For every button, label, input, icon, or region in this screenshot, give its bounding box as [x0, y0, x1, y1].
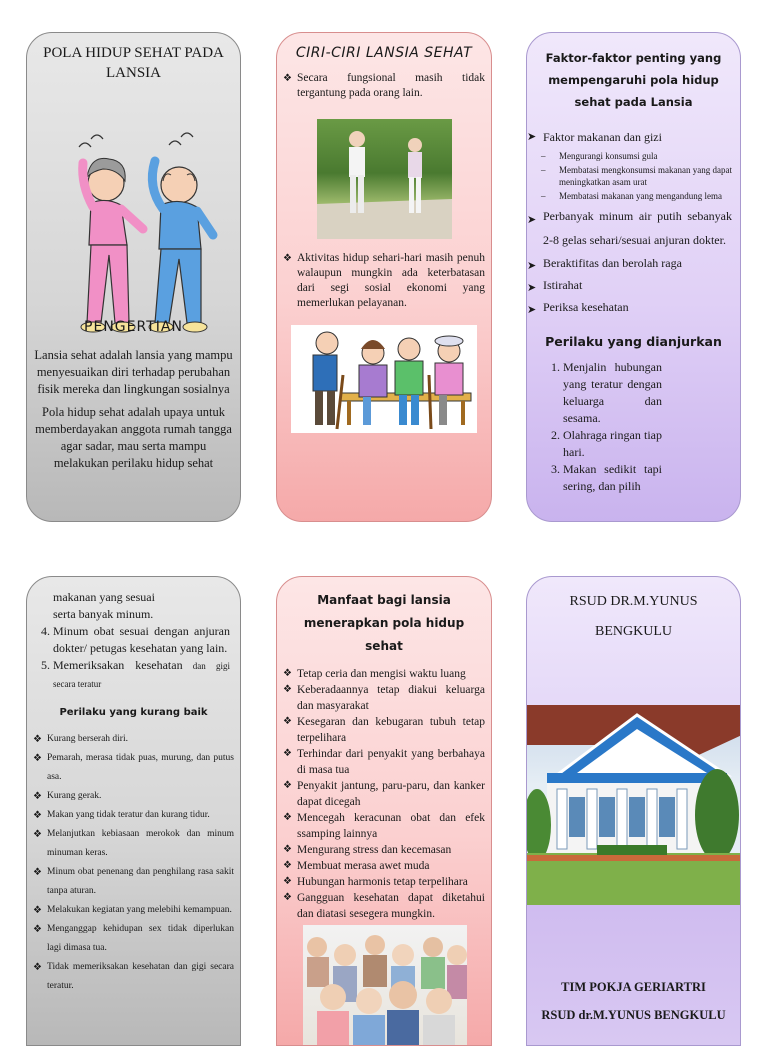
section-heading: Perilaku yang kurang baik — [59, 707, 208, 718]
list-item: ➤ Faktor makanan dan gizi — [527, 130, 662, 144]
list-item: ❖ Tidak memeriksakan kesehatan dan gigi secara teratur. — [33, 958, 234, 996]
diamond-bullet-icon: ❖ — [283, 668, 292, 679]
list-item: 4. Minum obat sesuai dengan anjuran dokter/ petugas kesehatan yang lain. — [53, 623, 240, 657]
list-item: ➤ Perbanyak minum air putih sebanyak 2-8 gelas sehari/sesuai anjuran dokter. — [527, 209, 732, 247]
list-item: ❖ Kurang berserah diri. — [33, 730, 234, 749]
arrow-bullet-icon: ➤ — [527, 214, 537, 226]
panel-ciri-ciri — [276, 32, 492, 522]
section-heading: Perilaku yang dianjurkan — [545, 334, 722, 349]
diamond-bullet-icon: ❖ — [283, 253, 292, 264]
list-item: ➤ Istirahat — [527, 274, 732, 296]
team-name: TIM POKJA GERIARTRI — [561, 980, 706, 994]
panel-perilaku — [26, 576, 241, 1046]
panel-manfaat — [276, 576, 492, 1046]
hospital-building-photo — [527, 705, 741, 905]
diamond-bullet-icon: ❖ — [33, 867, 42, 878]
arrow-bullet-icon: ➤ — [527, 260, 537, 272]
paragraph: Pola hidup sehat adalah upaya untuk memberdayakan anggota rumah tangga agar sadar, mau serta mampu melakukan perilaku hidup sehat — [35, 405, 232, 470]
list-item: ❖ Membuat merasa awet muda — [283, 860, 430, 872]
diamond-bullet-icon: ❖ — [283, 684, 292, 695]
arrow-bullet-icon: ➤ — [527, 131, 537, 143]
panel-title: POLA HIDUP SEHAT PADA LANSIA — [43, 45, 224, 81]
diamond-bullet-icon: ❖ — [33, 962, 42, 973]
diamond-bullet-icon: ❖ — [283, 860, 292, 871]
list-item: ❖ Mencegah keracunan obat dan efek ssamping lainnya — [283, 812, 485, 840]
list-item: ➤ Periksa kesehatan — [527, 296, 732, 318]
list-item: ❖ Hubungan harmonis tetap terpelihara — [283, 876, 468, 888]
section-heading: PENGERTIAN — [84, 319, 183, 335]
list-item: ❖ Melanjutkan kebiasaan merokok dan minum minuman keras. — [33, 825, 234, 863]
diamond-bullet-icon: ❖ — [33, 924, 42, 935]
list-item: ❖ Gangguan kesehatan dapat diketahui dan diatasi sesegera mungkin. — [283, 892, 485, 920]
list-item: ❖ Tetap ceria dan mengisi waktu luang — [283, 668, 466, 680]
list-item: 1. Menjalin hubungan yang teratur dengan keluarga dan sesama. — [563, 359, 672, 427]
list-item: ❖ Kesegaran dan kebugaran tubuh tetap terpelihara — [283, 716, 485, 744]
elderly-walking-photo — [317, 119, 452, 239]
diamond-bullet-icon: ❖ — [33, 810, 42, 821]
hospital-city: BENGKULU — [595, 624, 672, 639]
diamond-bullet-icon: ❖ — [283, 812, 292, 823]
list-item: – Membatasi mengkonsumsi makanan yang dapat meningkatkan asam urat — [541, 165, 732, 187]
list-item: ❖ Minum obat penenang dan penghilang rasa sakit tanpa aturan. — [33, 863, 234, 901]
diamond-bullet-icon: ❖ — [33, 734, 42, 745]
list-item: ❖ Penyakit jantung, paru-paru, dan kanker dapat dicegah — [283, 780, 485, 808]
diamond-bullet-icon: ❖ — [33, 829, 42, 840]
list-item: ❖ Kurang gerak. — [33, 787, 234, 806]
list-item: – Membatasi makanan yang mengandung lema — [541, 191, 722, 201]
list-item: 2. Olahraga ringan tiap hari. — [563, 427, 672, 461]
dash-bullet-icon: – — [541, 151, 546, 161]
list-item: ❖ Secara fungsional masih tidak tergantung pada orang lain. — [283, 72, 485, 99]
list-item: ❖ Mengurang stress dan kecemasan — [283, 844, 452, 856]
list-item: ❖ Terhindar dari penyakit yang berbahaya di masa tua — [283, 748, 485, 776]
elderly-group-illustration — [291, 325, 477, 433]
diamond-bullet-icon: ❖ — [33, 791, 42, 802]
diamond-bullet-icon: ❖ — [283, 876, 292, 887]
list-item: ❖ Makan yang tidak teratur dan kurang tidur. — [33, 806, 234, 825]
dash-bullet-icon: – — [541, 191, 546, 201]
panel-title: Faktor-faktor penting yang mempengaruhi pola hidup sehat pada Lansia — [545, 51, 722, 109]
panel-faktor — [526, 32, 741, 522]
diamond-bullet-icon: ❖ — [283, 748, 292, 759]
diamond-bullet-icon: ❖ — [283, 892, 292, 903]
hospital-name: RSUD DR.M.YUNUS — [569, 594, 698, 609]
list-item: 3. Makan sedikit tapi sering, dan pilih — [563, 461, 672, 495]
list-item: ❖ Pemarah, merasa tidak puas, murung, dan putus asa. — [33, 749, 234, 787]
paragraph: makanan yang sesuai serta banyak minum. — [53, 590, 155, 621]
panel-title: CIRI-CIRI LANSIA SEHAT — [295, 45, 473, 61]
list-item: ❖ Keberadaannya tetap diakui keluarga dan masyarakat — [283, 684, 485, 712]
diamond-bullet-icon: ❖ — [283, 73, 292, 84]
list-item: ❖ Melakukan kegiatan yang melebihi kemampuan. — [33, 901, 234, 920]
diamond-bullet-icon: ❖ — [283, 780, 292, 791]
dash-bullet-icon: – — [541, 165, 546, 175]
arrow-bullet-icon: ➤ — [527, 304, 537, 316]
list-item: ➤ Beraktifitas dan berolah raga — [527, 252, 732, 274]
elderly-crowd-photo — [303, 925, 467, 1046]
list-item: 5. Memeriksakan kesehatan dan gigi secara teratur — [53, 657, 240, 693]
elderly-couple-exercise-illustration — [51, 125, 221, 340]
diamond-bullet-icon: ❖ — [283, 716, 292, 727]
diamond-bullet-icon: ❖ — [33, 753, 42, 764]
list-item: ❖ Aktivitas hidup sehari-hari masih penuh walaupun mungkin ada keterbatasan dari segi sosial ekonomi yang memerlukan pelayanan. — [283, 252, 485, 309]
arrow-bullet-icon: ➤ — [527, 282, 537, 294]
paragraph: Lansia sehat adalah lansia yang mampu menyesuaikan diri terhadap perubahan fisik mereka dan lingkungan sosialnya — [34, 348, 233, 396]
list-item: ❖ Menganggap kehidupan sex tidak diperlukan lagi dimasa tua. — [33, 920, 234, 958]
panel-title: Manfaat bagi lansia menerapkan pola hidup sehat — [303, 593, 465, 653]
panel-pengertian — [26, 32, 241, 522]
team-hospital: RSUD dr.M.YUNUS BENGKULU — [541, 1008, 726, 1022]
list-item: – Mengurangi konsumsi gula — [541, 151, 658, 161]
diamond-bullet-icon: ❖ — [283, 844, 292, 855]
diamond-bullet-icon: ❖ — [33, 905, 42, 916]
panel-rsud — [526, 576, 741, 1046]
